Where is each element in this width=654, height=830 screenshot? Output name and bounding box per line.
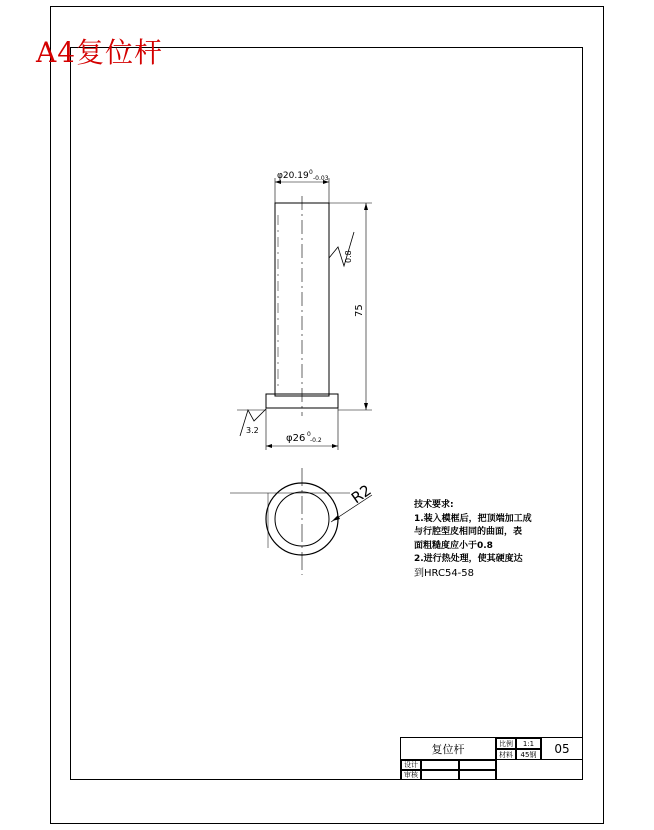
drawn-by-value [421,760,459,770]
drawn-by-date [459,760,496,770]
checked-by-date [459,770,496,780]
title-block-blank [496,760,582,780]
notes-line: 面粗糙度应小于0.8 [414,540,493,551]
drawing-number: 05 [541,738,582,760]
drawing-title: A4复位杆 [36,36,164,69]
notes-line: 与行腔型皮相同的曲面，表 [414,527,523,537]
checked-by-label: 审核 [401,770,421,780]
dim-top-diameter-text: φ20.19 [277,171,309,181]
checked-by-value [421,770,459,780]
dim-bottom-tol-upper: 0 [307,431,311,438]
title-block [400,737,583,780]
notes-line: 2.进行热处理，使其硬度达 [414,554,523,564]
roughness-bottom-text: 3.2 [246,426,259,435]
dim-bottom-tol-lower: -0.2 [310,437,322,444]
radius-text: R2 [347,481,375,508]
notes-line: 1.装入模框后，把顶端加工成 [414,513,532,524]
roughness-top-text: 0.8 [344,250,353,263]
scale-value: 1:1 [516,738,541,749]
notes-line: 到HRC54-58 [414,567,475,579]
dim-length-text: 75 [354,304,365,317]
part-name: 复位杆 [401,738,496,760]
technical-requirements [414,499,564,580]
material-label: 材料 [496,749,516,760]
scale-label: 比例 [496,738,516,749]
material-value: 45钢 [516,749,541,760]
dim-bottom-diameter-text: φ26 [286,433,306,444]
drawn-by-label: 设计 [401,760,421,770]
dim-top-tol-upper: 0 [309,169,313,176]
notes-heading: 技术要求: [414,500,454,510]
dim-top-tol-lower: -0.03 [313,175,329,182]
